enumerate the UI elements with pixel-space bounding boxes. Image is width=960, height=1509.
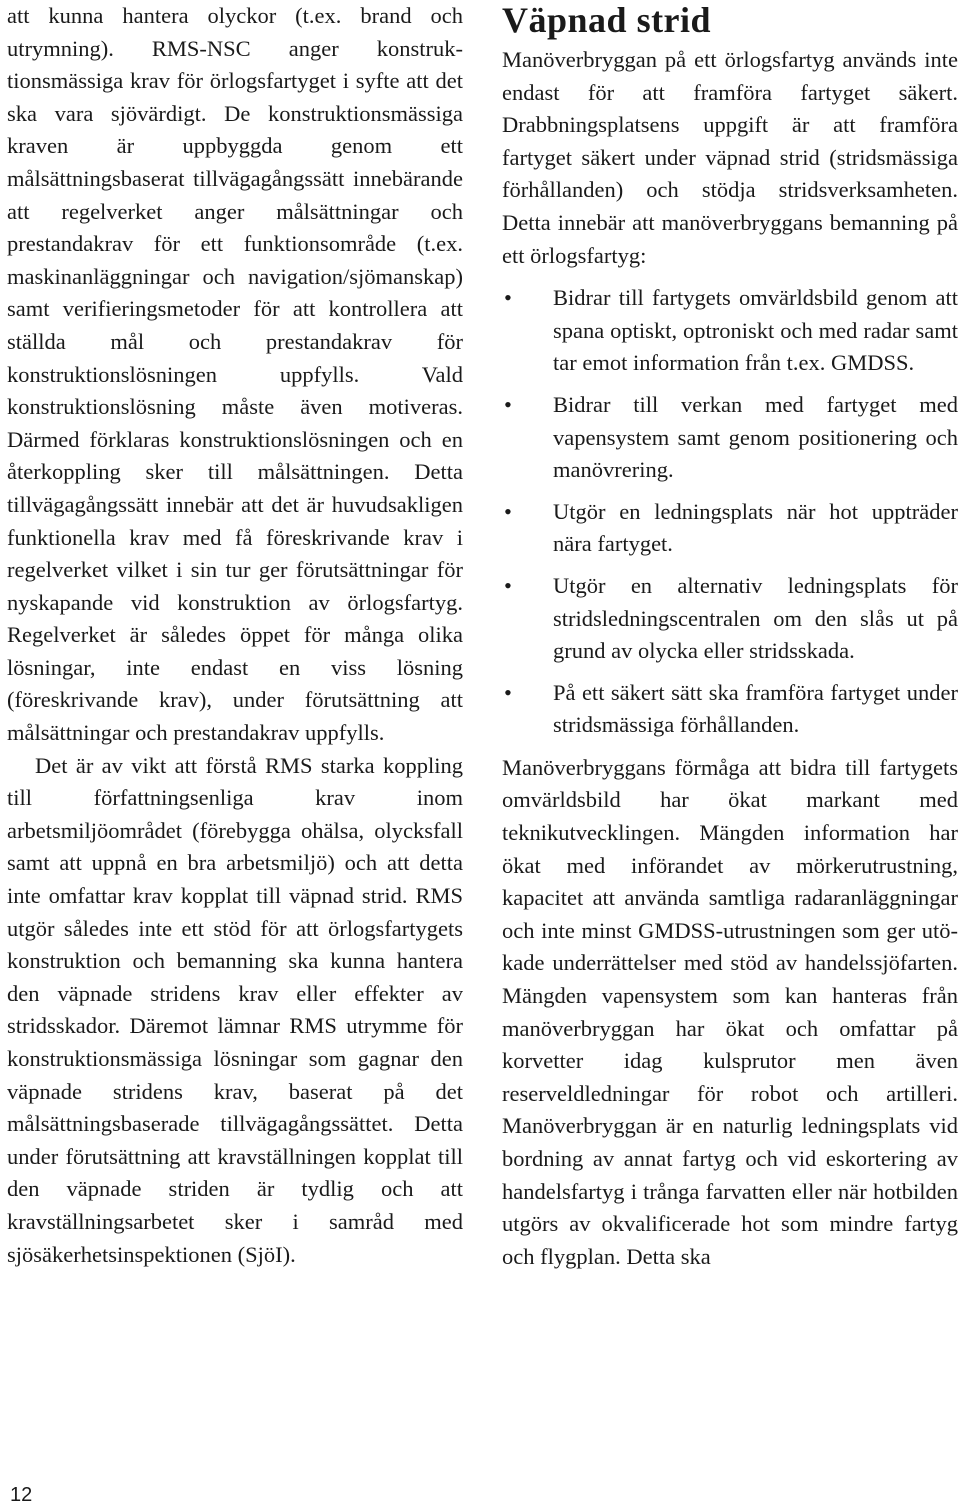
list-item-text: Bidrar till verkan med fartyget med vapensystem samt genom positionering och manövrering. [553, 391, 958, 483]
closing-paragraph: Manöverbryggans förmåga att bidra till fartygets omvärldsbild har ökat markant med teknikutvecklingen. Mängden information har ökat med införandet av mörkerutrustning, kapacitet att använda samtliga radaranläggningar och inte minst GMDSS-utrustningen som ger utökade underrättelser med stöd av handelssjöfarten. Mängden vapensystem som kan hanteras från manöverbryggan har ökat och omfattar på korvetter idag kulsprutor men även reserveldledningar för robot och artilleri. Manöverbryggan är en naturlig ledningsplats vid bordning av annat fartyg och vid eskortering av handelsfartyg i trånga farvatten eller när hotbilden utgörs av okvalificerade hot som mindre fartyg och flygplan. Detta ska [502, 754, 958, 1269]
body-paragraph-2: Det är av vikt att förstå RMS starka koppling till författningsenliga krav inom arbetsmiljöområdet (förebygga ohälsa, olycksfall samt att uppnå en bra arbetsmiljö) och att detta inte omfattar krav kopplat till väpnad strid. RMS utgör således inte ett stöd för att örlogsfartygets konstruktion och bemanning ska kunna hantera den väpnade stridens krav eller effekter av stridsskador. Däremot lämnar RMS utrymme för konstruktionsmässiga lösningar som gagnar den väpnade stridens krav, baserat på det målsättningsbaserade tillvägagångssättet. Detta under förutsättning att kravställningen kopplat till den väpnade striden är tydlig och att kravställningsarbetet sker i samråd med sjösäkerhetsinspektionen (SjöI). [7, 752, 463, 1267]
bullet-icon: • [504, 572, 512, 598]
list-item-text: Bidrar till fartygets omvärldsbild genom att spana optiskt, optroniskt och med radar samt tar emot information från t.ex. GMDSS. [553, 285, 958, 376]
list-item-text: På ett säkert sätt ska framföra fartyget under stridsmässiga förhållanden. [553, 679, 958, 738]
bullet-icon: • [504, 285, 512, 311]
list-item [502, 677, 958, 742]
intro-paragraph: Manöverbryggan på ett örlogsfartyg används inte endast för att framföra fartyget säkert. Drabbningsplatsens uppgift är att framföra fartyget säkert under väpnad strid (stridsmässiga förhållanden) och stödja stridsverksamheten. Detta innebär att manöverbryggans bemanning på ett örlogsfartyg: [502, 47, 958, 268]
bullet-icon: • [504, 391, 512, 417]
left-column [7, 0, 463, 1271]
list-item [502, 389, 958, 487]
list-item [502, 570, 958, 668]
list-item-text: Utgör en alternativ ledningsplats för stridsledningscentralen om den slås ut på grund av olycka eller stridsskada. [553, 572, 958, 664]
list-item [502, 496, 958, 561]
bullet-list [502, 282, 958, 742]
list-item-text: Utgör en ledningsplats när hot uppträder nära fartyget. [553, 498, 958, 557]
bullet-icon: • [504, 679, 512, 705]
body-paragraph-1: att kunna hantera olyckor (t.ex. brand och utrymning). RMS-NSC anger konstruktionsmässiga krav för örlogsfartyget i syfte att det ska vara sjövärdigt. De konstruktionsmässiga kraven är uppbyggda genom ett målsättningsbaserat tillvägagångssätt innebärande att regelverket anger målsättningar och prestandakrav för ett funktionsområde (t.ex. maskinanläggningar och navigation/sjömanskap) samt verifieringsmetoder för att kontrollera att ställda mål och prestandakrav för konstruktionslösningen uppfylls. Vald konstruktionslösning måste även motiveras. Därmed förklaras konstruktionslösningen och en återkoppling sker till målsättningen. Detta tillvägagångssätt innebär att det är huvudsakligen funktionella krav med få föreskrivande krav i regelverket vilket i sin tur ger förutsättningar för nyskapande vid konstruktion av örlogsfartyg. Regelverket är således öppet för många olika lösningar, inte endast en viss lösning (föreskrivande krav), under förutsättning att målsättningar och prestandakrav uppfylls. [7, 3, 463, 746]
bullet-icon: • [504, 498, 512, 524]
list-item [502, 282, 958, 380]
page-number: 12 [10, 1484, 33, 1506]
right-column [502, 0, 958, 1273]
section-heading: Väpnad strid [502, 0, 712, 40]
